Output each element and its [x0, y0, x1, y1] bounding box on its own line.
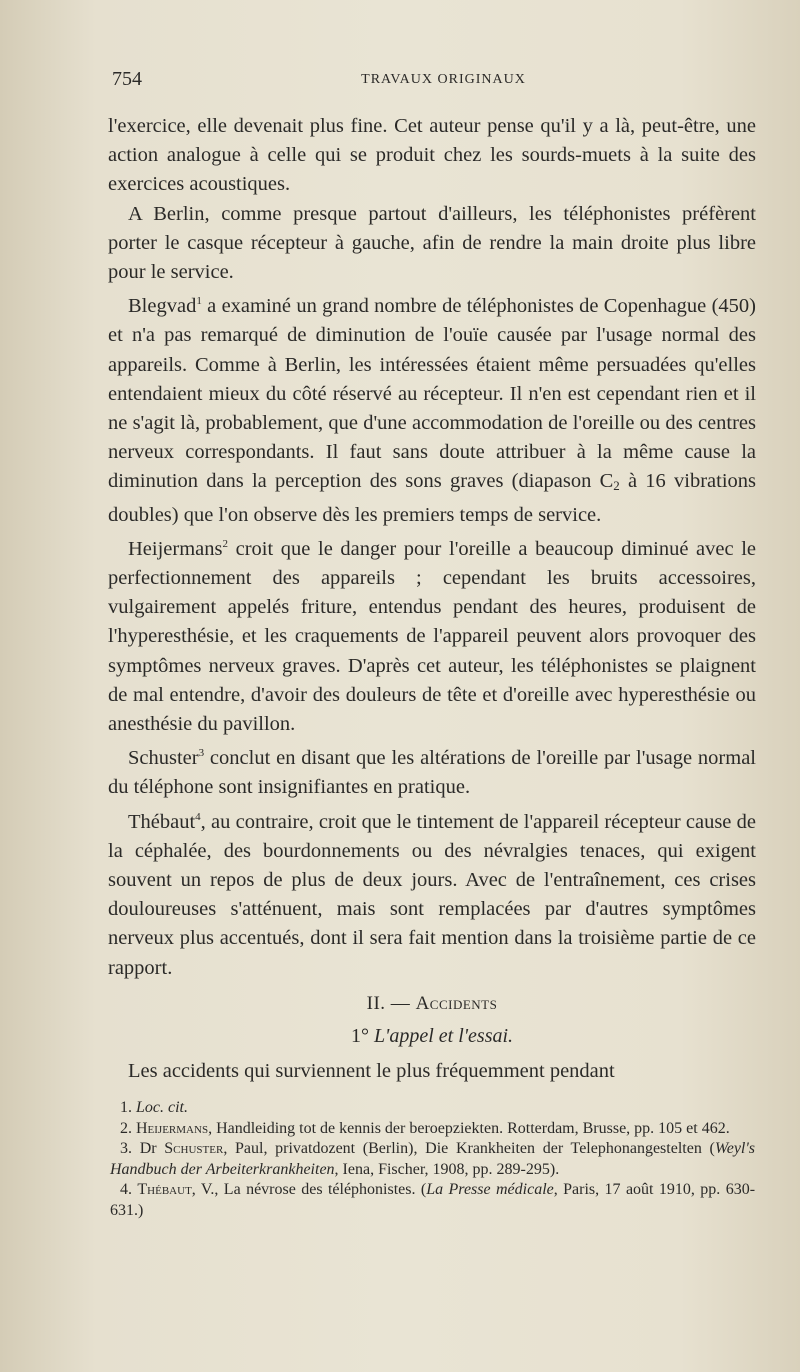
footnote-ref: 1 [196, 295, 202, 308]
footnote [110, 1098, 755, 1119]
footnote [110, 1139, 755, 1180]
paragraph-text: , au contraire, croit que le tintement de l'appareil récepteur cause de la céphalée, des bourdonnements ou des névralgies tenaces, qui exigent souvent un repos de plus de deux jours. Avec de l'entraînement, ces crises douloureuses s'atténuent, mais sont remplacées par d'autres symptômes nerveux plus accentués, dont il sera fait mention dans la troisième partie de ce rapport. [108, 810, 756, 979]
page-number: 754 [112, 68, 142, 90]
section-title [108, 989, 756, 1018]
author-name: Thébaut [128, 810, 196, 833]
paragraph: l'exercice, elle devenait plus fine. Cet auteur pense qu'il y a là, peut-être, une action analogue à celle qui se produit chez les sourds-muets à la suite des exercices acoustiques. [108, 115, 756, 196]
section-title-text: Accidents [415, 992, 498, 1014]
subsection-title-text: L'appel et l'essai. [373, 1025, 514, 1048]
footnote-title: La Presse médicale [426, 1181, 554, 1198]
subsection-title [108, 1022, 756, 1051]
paragraph [108, 803, 756, 983]
footnote-number: 1. [120, 1099, 136, 1116]
footnote [110, 1119, 755, 1140]
footnote-ref: 2 [222, 537, 228, 550]
footnote-text: , V., La névrose des téléphonistes. ( [191, 1181, 427, 1198]
footnote-author: Thébaut [137, 1181, 192, 1198]
author-name: Schuster [128, 747, 199, 770]
author-name: Blegvad [128, 295, 197, 318]
footnote-text: , Paul, privatdozent (Berlin), Die Krankheiten der Telephonangestelten ( [223, 1140, 715, 1157]
author-name: Heijermans [128, 537, 223, 560]
page-header [112, 68, 755, 102]
footnote [110, 1180, 755, 1221]
footnote-ref: 4 [195, 810, 201, 823]
paragraph [108, 530, 756, 739]
footnote-number: 2. [120, 1119, 136, 1137]
paragraph-text: croit que le danger pour l'oreille a beaucoup diminué avec le perfectionnement des appareils ; cependant les bruits accessoires, vulgairement appelés friture, entendus pendant des heures, produisent de l'hyperesthésie, et les craquements de l'appareil peuvent alors provoquer des symptômes nerveux graves. D'après cet auteur, les téléphonistes se plaignent de mal entendre, d'avoir des douleurs de tête et d'oreille avec hyperesthésie ou anesthésie du pavillon. [108, 537, 756, 736]
footnote-text: , Paris, 17 août 1910, pp. 630-631.) [110, 1181, 756, 1219]
footnote-text: Loc. cit. [136, 1099, 188, 1116]
paragraph: Les accidents qui surviennent le plus fréquemment pendant [128, 1060, 615, 1083]
footnote-number: 3. [120, 1140, 140, 1157]
paragraph: A Berlin, comme presque partout d'ailleurs, les téléphonistes préfèrent porter le casque récepteur à gauche, afin de rendre la main droite plus libre pour le service. [108, 202, 756, 284]
paragraph [108, 739, 756, 802]
footnote-number: 4. [120, 1181, 138, 1198]
paragraph [108, 287, 756, 530]
footnote-text: , Handleiding tot de kennis der beroepziekten. Rotterdam, Brusse, pp. 105 et 462. [208, 1119, 730, 1137]
paragraph-text: à 16 vibrations doubles) que l'on observe dès les premiers temps de service. [108, 470, 756, 526]
body-text [108, 112, 756, 1087]
running-head: TRAVAUX ORIGINAUX [361, 72, 526, 87]
footnote-ref: 3 [198, 747, 205, 760]
footnote-author: Schuster [164, 1140, 224, 1157]
section-numeral: II. — [366, 992, 416, 1014]
footnote-author-prefix: Dr [139, 1140, 165, 1157]
paragraph-text: conclut en disant que les altérations de l'oreille par l'usage normal du téléphone sont insignifiantes en pratique. [108, 747, 756, 799]
footnotes [110, 1098, 755, 1221]
subsection-number: 1° [350, 1025, 374, 1048]
paragraph-text: a examiné un grand nombre de téléphonistes de Copenhague (450) et n'a pas remarqué de diminution de l'ouïe causée par l'usage normal des appareils. Comme à Berlin, les intéressées étaient même persuadées qu'elles entendaient mieux du côté réservé au récepteur. Il n'en est cependant rien et il ne s'agit là, probablement, que d'une accommodation de l'oreille ou des centres nerveux correspondants. Il faut sans doute attribuer à la même cause la diminution dans la perception des sons graves (diapason C [108, 295, 756, 493]
footnote-title: Weyl's Handbuch der Arbeiterkrankheiten [110, 1140, 756, 1178]
subscript: 2 [613, 478, 620, 494]
footnote-text: , Iena, Fischer, 1908, pp. 289-295). [334, 1160, 560, 1178]
footnote-author: Heijermans [136, 1119, 209, 1137]
